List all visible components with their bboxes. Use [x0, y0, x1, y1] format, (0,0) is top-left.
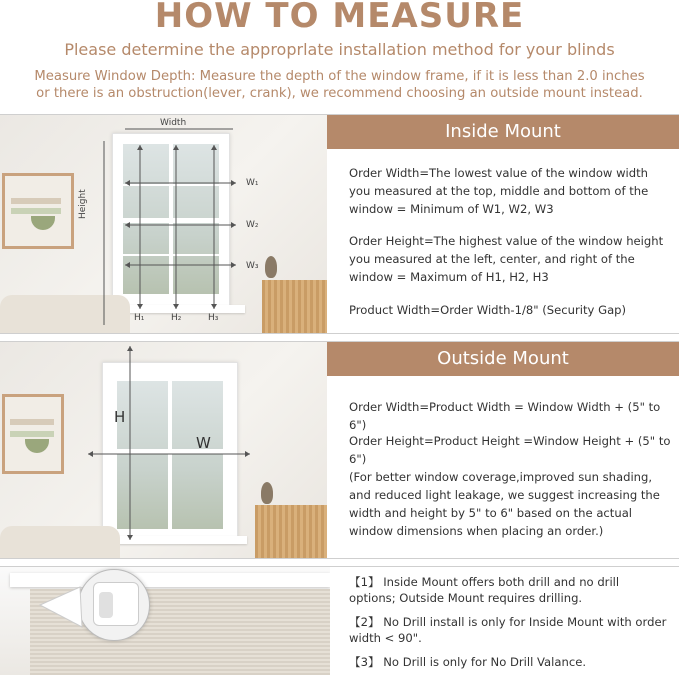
outside-mount-heading: Outside Mount — [327, 342, 679, 376]
outside-mount-photo — [0, 342, 327, 558]
inside-order-height: Order Height=The highest value of the window height you measured at the left, center, and right of the window = Maximum of H1, H2, H3 — [349, 234, 664, 284]
w3-label: W₃ — [246, 261, 259, 271]
note-1: 【1】 Inside Mount offers both drill and no drill options; Outside Mount requires drilling. — [349, 575, 620, 605]
w2-label: W₂ — [246, 220, 259, 230]
outside-mount-section — [0, 341, 679, 559]
inside-mount-panel — [327, 115, 679, 333]
width-label: Width — [160, 118, 187, 128]
outside-order-width: Order Width=Product Width = Window Width + (5" to 6") — [349, 400, 661, 432]
inside-order-width: Order Width=The lowest value of the window width you measured at the top, middle and bottom of the window = Minimum of W1, W2, W3 — [349, 166, 649, 216]
inside-mount-section — [0, 114, 679, 334]
page-subtitle: Please determine the approprlate installation method for your blinds — [64, 40, 615, 59]
inside-mount-photo — [0, 115, 327, 333]
outside-h-label: H — [114, 408, 126, 426]
outside-w-label: W — [196, 434, 211, 452]
note-2: 【2】 No Drill install is only for Inside Mount with order width < 90". — [349, 615, 667, 645]
outside-mount-panel — [327, 342, 679, 558]
note-3: 【3】 No Drill is only for No Drill Valance. — [349, 655, 587, 669]
depth-instructions — [0, 68, 679, 102]
height-label: Height — [78, 189, 88, 219]
h1-label: H₁ — [134, 313, 145, 323]
zoom-pointer — [0, 567, 330, 675]
notes-section — [0, 566, 679, 675]
inside-product-width: Product Width=Order Width-1/8" (Security Gap) — [349, 303, 627, 317]
outside-measure-arrows — [0, 342, 327, 558]
page-title: HOW TO MEASURE — [154, 0, 525, 36]
outside-order-height: Order Height=Product Height =Window Height + (5" to 6") — [349, 434, 671, 466]
h2-label: H₂ — [171, 313, 182, 323]
h3-label: H₃ — [208, 313, 219, 323]
outside-coverage-note: (For better window coverage,improved sun shading, and reduced light leakage, we suggest increasing the width and height by 5" to 6" based on the actual window dimensions when placing an order.) — [349, 470, 660, 538]
blind-closeup-photo — [0, 567, 330, 675]
depth-line-1: Measure Window Depth: Measure the depth of the window frame, if it is less than 2.0 inches — [34, 69, 645, 84]
w1-label: W₁ — [246, 178, 259, 188]
inside-measure-arrows — [0, 115, 327, 333]
depth-line-2: or there is an obstruction(lever, crank), we recommend choosing an outside mount instead. — [36, 86, 643, 101]
inside-mount-heading: Inside Mount — [327, 115, 679, 149]
